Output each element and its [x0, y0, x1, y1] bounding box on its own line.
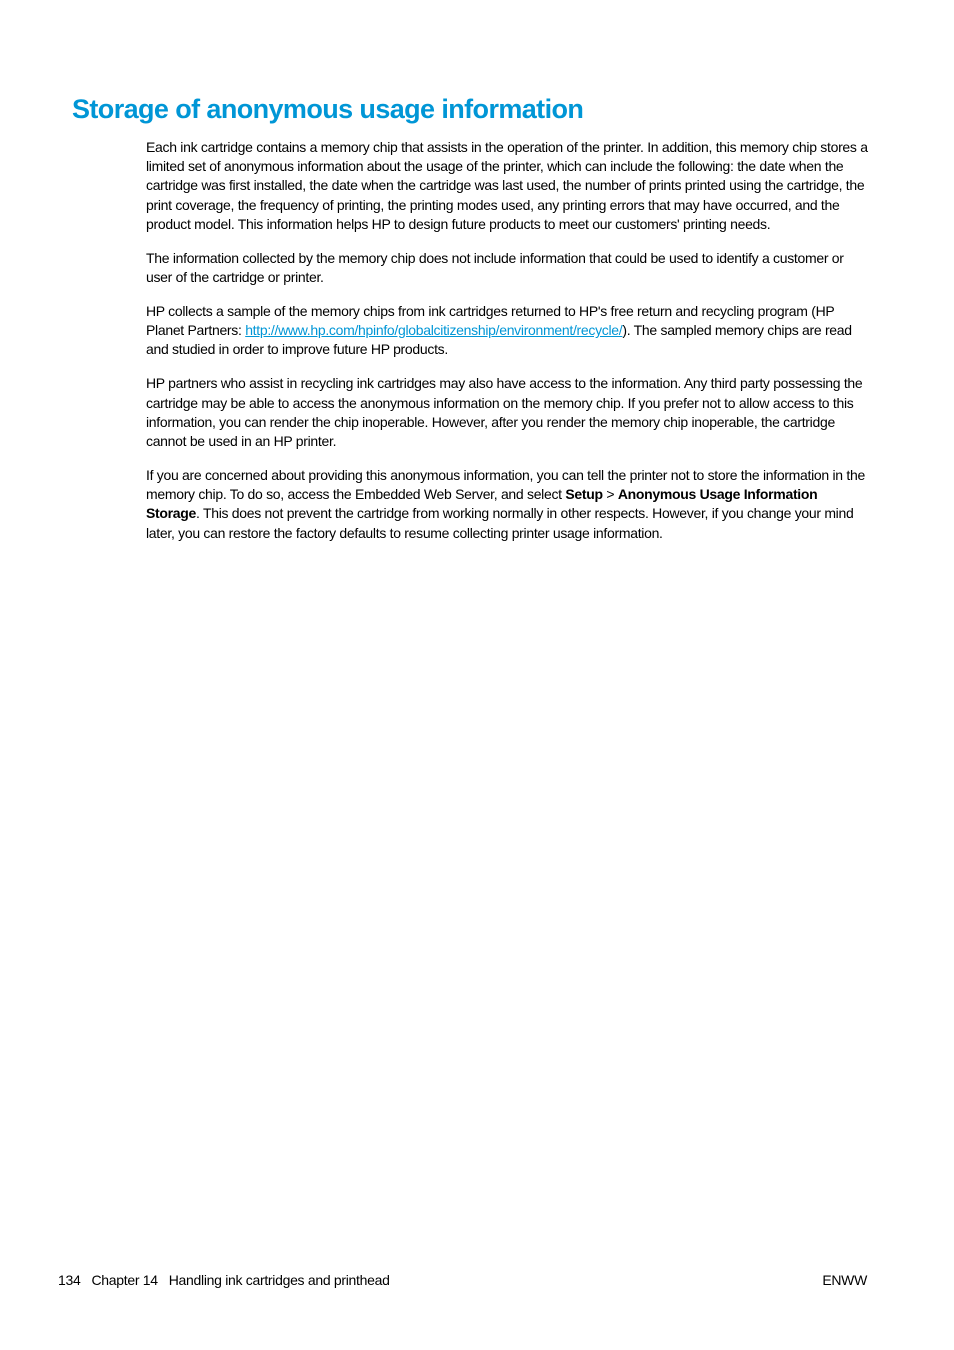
paragraph-hp-partners: HP partners who assist in recycling ink cartridges may also have access to the information. Any third party possessing the cartridge may be able to access the anonymous information on the memory chip. If you prefer not to allow access to this information, you can render the chip inoperable. However, after you render the memory chip inoperable, the cartridge cannot be used in an HP printer. [146, 375, 863, 450]
body-text [146, 138, 870, 558]
page-footer [58, 1270, 401, 1290]
paragraph-hp-collects [146, 302, 870, 360]
paragraph-opt-out-text: If you are concerned about providing this anonymous information, you can tell the printer not to store the information in the memory chip. To do so, access the Embedded Web Server, and select [146, 467, 865, 503]
paragraph-memory-chip: Each ink cartridge contains a memory chip that assists in the operation of the printer. In addition, this memory chip stores a limited set of anonymous information about the usage of the printer, which can include the following: the date when the cartridge was first installed, the date when the cartridge was last used, the number of prints printed using the cartridge, the print coverage, the frequency of printing, the printing modes used, any printing errors that may have occurred, and the product model. This information helps HP to design future products to meet our customers' printing needs. [146, 139, 868, 232]
recycle-link[interactable]: http://www.hp.com/hpinfo/globalcitizenship/environment/recycle/ [245, 322, 623, 339]
page-number: 134 [58, 1272, 81, 1288]
setup-menu-label: Setup [565, 486, 603, 503]
chapter-label: Chapter 14 [91, 1272, 158, 1288]
paragraph-hp-collects-text: HP collects a sample of the memory chips from ink cartridges returned to HP's free return and recycling program (HP Planet Partners: [146, 303, 835, 339]
locale-code: ENWW [822, 1272, 867, 1288]
chapter-title: Handling ink cartridges and printhead [168, 1272, 390, 1288]
paragraph-opt-out-text-end: . This does not prevent the cartridge from working normally in other respects. However, if you change your mind later, you can restore the factory defaults to resume collecting printer usage information. [146, 505, 854, 541]
paragraph-hp-collects-text-end: ). The sampled memory chips are read and studied in order to improve future HP products. [146, 322, 852, 358]
paragraph-opt-out [146, 466, 870, 543]
paragraph-no-identifying-info: The information collected by the memory chip does not include information that could be used to identify a customer or user of the cartridge or printer. [146, 249, 844, 286]
page-title: Storage of anonymous usage information [72, 94, 584, 124]
menu-path-separator: > [602, 486, 618, 503]
anonymous-usage-storage-label: Anonymous Usage Information Storage [146, 486, 818, 522]
